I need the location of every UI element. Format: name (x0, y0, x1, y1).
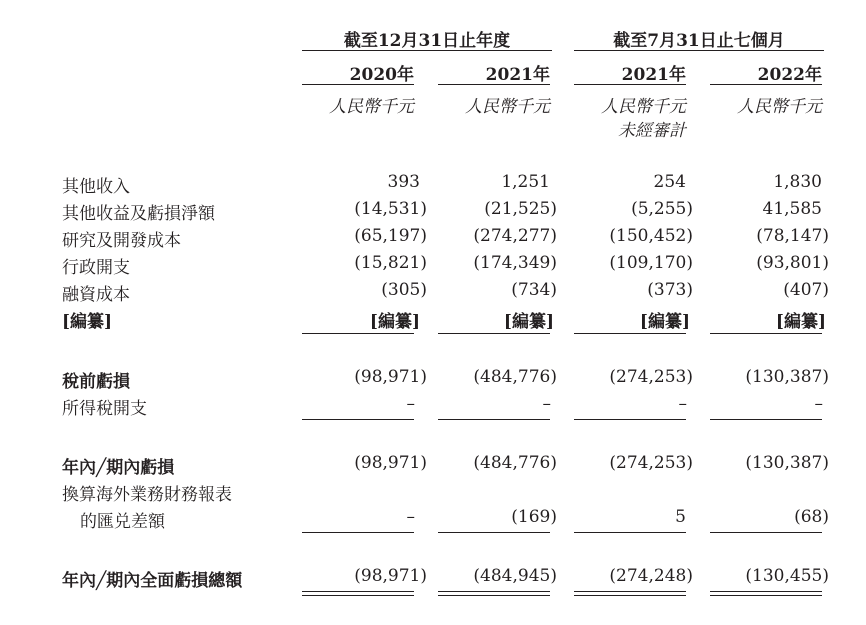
cell-value: (373) (647, 280, 693, 300)
cell-value: – (406, 507, 415, 527)
cell-value: (274,277) (473, 226, 557, 246)
cell-value: (130,387) (745, 367, 829, 387)
subtotal-line (302, 532, 414, 533)
row-label-redacted: [編纂] (62, 312, 113, 332)
subtotal-line (574, 333, 686, 334)
cell-value: 254 (653, 172, 686, 192)
subtotal-line (438, 419, 550, 420)
cell-value: (130,387) (745, 453, 829, 473)
cell-value: (734) (511, 280, 557, 300)
cell-value: [編纂] (639, 312, 690, 332)
row-label-loss-for-period: 年內╱期內虧損 (62, 458, 175, 478)
row-label-other-income: 其他收入 (62, 177, 130, 197)
subtotal-line (574, 419, 686, 420)
cell-value: [編纂] (503, 312, 554, 332)
subtotal-line (438, 333, 550, 334)
year-header: 2020年 (349, 65, 414, 85)
row-label-other-gains: 其他收益及虧損淨額 (62, 204, 215, 224)
cell-value: (5,255) (631, 199, 693, 219)
row-label-fx-line1: 換算海外業務財務報表 (62, 485, 232, 505)
subtotal-line (710, 419, 822, 420)
cell-value: [編纂] (775, 312, 826, 332)
cell-value: 41,585 (762, 199, 822, 219)
cell-value: 393 (387, 172, 420, 192)
cell-value: (21,525) (484, 199, 557, 219)
year-underline (574, 84, 686, 85)
cell-value: (78,147) (756, 226, 829, 246)
row-label-total-comprehensive-loss: 年內╱期內全面虧損總額 (62, 571, 243, 591)
cell-value: (109,170) (609, 253, 693, 273)
year-header: 2021年 (621, 65, 686, 85)
year-underline (302, 84, 414, 85)
year-underline (438, 84, 550, 85)
cell-value: – (678, 394, 687, 414)
cell-value: (484,776) (473, 453, 557, 473)
cell-value: (130,455) (745, 566, 829, 586)
subtotal-line (302, 333, 414, 334)
year-header: 2021年 (485, 65, 550, 85)
cell-value: (93,801) (756, 253, 829, 273)
cell-value: (484,776) (473, 367, 557, 387)
cell-value: (14,531) (354, 199, 427, 219)
row-label-rnd: 研究及開發成本 (62, 231, 181, 251)
cell-value: – (406, 394, 415, 414)
unaudited-label: 未經審計 (618, 121, 686, 141)
double-underline (574, 591, 686, 596)
cell-value: (174,349) (473, 253, 557, 273)
double-underline (710, 591, 822, 596)
cell-value: (98,971) (354, 566, 427, 586)
subtotal-line (574, 532, 686, 533)
cell-value: (15,821) (354, 253, 427, 273)
cell-value: [編纂] (369, 312, 420, 332)
group-header-underline (302, 50, 552, 51)
year-header: 2022年 (757, 65, 822, 85)
unit-label: 人民幣千元 (465, 97, 550, 117)
row-label-fx-line2: 的匯兑差額 (80, 512, 165, 532)
subtotal-line (710, 532, 822, 533)
cell-value: – (814, 394, 823, 414)
row-label-pretax-loss: 稅前虧損 (62, 372, 130, 392)
cell-value: (65,197) (354, 226, 427, 246)
cell-value: (98,971) (354, 453, 427, 473)
double-underline (302, 591, 414, 596)
cell-value: (274,248) (609, 566, 693, 586)
group-header-underline (574, 50, 824, 51)
row-label-admin: 行政開支 (62, 258, 130, 278)
cell-value: (68) (794, 507, 829, 527)
row-label-finance: 融資成本 (62, 285, 130, 305)
unit-label: 人民幣千元 (601, 97, 686, 117)
cell-value: (407) (783, 280, 829, 300)
subtotal-line (302, 419, 414, 420)
cell-value: (98,971) (354, 367, 427, 387)
unit-label: 人民幣千元 (737, 97, 822, 117)
unit-label: 人民幣千元 (329, 97, 414, 117)
cell-value: (274,253) (609, 453, 693, 473)
subtotal-line (438, 532, 550, 533)
cell-value: – (542, 394, 551, 414)
row-label-income-tax: 所得稅開支 (62, 399, 147, 419)
cell-value: 1,251 (501, 172, 550, 192)
cell-value: (274,253) (609, 367, 693, 387)
cell-value: (150,452) (609, 226, 693, 246)
subtotal-line (710, 333, 822, 334)
cell-value: 5 (675, 507, 686, 527)
year-underline (710, 84, 822, 85)
cell-value: 1,830 (773, 172, 822, 192)
group-header-seven-months: 截至7月31日止七個月 (613, 31, 785, 51)
cell-value: (305) (381, 280, 427, 300)
cell-value: (169) (511, 507, 557, 527)
group-header-year: 截至12月31日止年度 (343, 31, 511, 51)
cell-value: (484,945) (473, 566, 557, 586)
double-underline (438, 591, 550, 596)
